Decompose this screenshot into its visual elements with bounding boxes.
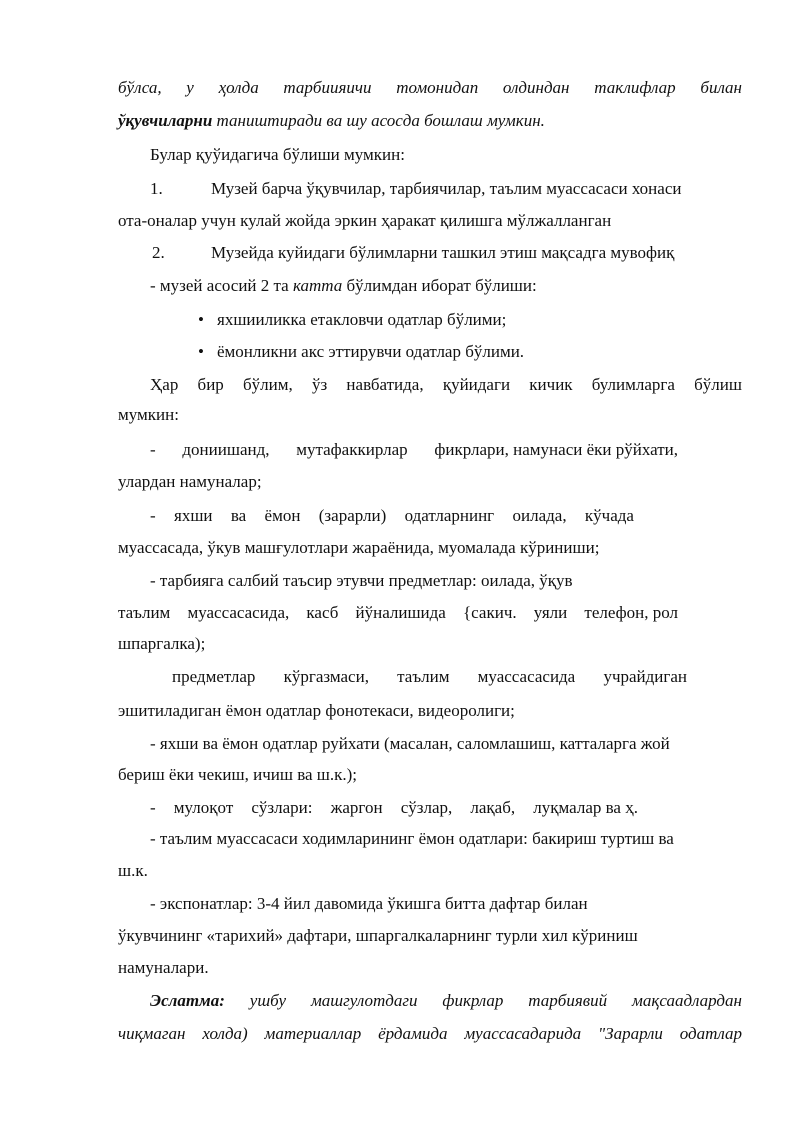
list-h-line-1: - экспонатлар: 3-4 йил давомида ўкишга битта дафтар билан (150, 894, 588, 913)
word: - (150, 506, 156, 525)
word: таклифлар (594, 78, 676, 97)
word: - (150, 798, 156, 817)
word: томонидап (396, 78, 479, 97)
word: кичик (529, 375, 573, 394)
word: таълим (118, 603, 171, 622)
word: олдиндан (502, 78, 570, 97)
sub-intro-line-2: мумкин: (118, 405, 179, 424)
word: мақсаадлардан (632, 991, 742, 1010)
list-a-line-2: улардан намуналар; (118, 472, 262, 491)
bullet-item-1: яхшииликка етакловчи одатлар бўлими; (217, 310, 507, 329)
word: луқмалар ва ҳ. (533, 798, 638, 817)
word: муассасасида (477, 667, 576, 686)
list-c-line-3: шпаргалка); (118, 634, 206, 653)
word: тарбиявий (528, 991, 608, 1010)
intro-line-1 (118, 78, 742, 98)
list-c-line-2 (118, 603, 678, 623)
word: навбатида, (346, 375, 424, 394)
note-line-2 (118, 1024, 742, 1044)
list-d-line-1 (172, 667, 687, 687)
word: ёрдамида (378, 1024, 448, 1043)
word: қуйидаги (442, 375, 511, 394)
item2-number: 2. (152, 243, 165, 262)
word: машгулотдаги (310, 991, 418, 1010)
bullet-mark: • (198, 310, 204, 329)
list-e-line-1: - яхши ва ёмон одатлар руйхати (масалан, саломлашиш, катталарга жой (150, 734, 670, 753)
word: жаргон (330, 798, 383, 817)
list-e-line-2: бериш ёки чекиш, ичиш ва ш.к.); (118, 765, 358, 784)
list-h-line-2: ўкувчининг «тарихий» дафтари, шпаргалкаларнинг турли хил кўриниш (118, 926, 638, 945)
museum-line-text: - музей асосий 2 та (150, 276, 293, 295)
word: одатларнинг (404, 506, 495, 525)
word: булимларга (591, 375, 675, 394)
word: ёмон (264, 506, 301, 525)
word: бўлим, (243, 375, 293, 394)
museum-line-italic: катта (292, 276, 343, 295)
list-g-line-1: - таълим муассасаси ходимларининг ёмон одатлари: бакириш туртиш ва (150, 829, 674, 848)
word: лақаб, (470, 798, 516, 817)
word: ўз (311, 375, 328, 394)
word: предметлар (172, 667, 256, 686)
word: сўзлар, (400, 798, 453, 817)
bullet-item-2: ёмонликни акс эттирувчи одатлар бўлими. (217, 342, 525, 361)
intro-text: таништиради ва шу асосда бошлаш мумкин. (212, 111, 545, 130)
list-c-line-1: - тарбияга салбий таъсир этувчи предметлар: оилада, ўқув (150, 571, 573, 590)
word: бир (197, 375, 224, 394)
word: билан (700, 78, 742, 97)
word: телефон, рол (584, 603, 678, 622)
word: яхши (174, 506, 213, 525)
word: (зарарли) (318, 506, 387, 525)
word: касб (306, 603, 339, 622)
word: "Зарарли (598, 1024, 663, 1043)
item1-line2: ота-оналар учун кулай жойда эркин ҳаракат қилишга мўлжалланган (118, 211, 612, 230)
list-b-line-1 (150, 506, 634, 526)
word: фикрлари, намунаси ёки рўйхати, (434, 440, 678, 459)
word: оилада, (512, 506, 567, 525)
word: мутафаккирлар (296, 440, 408, 459)
word: холда) (202, 1024, 248, 1043)
word: дониишанд, (182, 440, 270, 459)
bold-term: ўқувчиларни (118, 111, 213, 130)
word: мулоқот (173, 798, 234, 817)
list-h-line-3: намуналари. (118, 958, 209, 977)
word: учрайдиган (603, 667, 687, 686)
word: бўлиш (694, 375, 742, 394)
item1-line1: Музей барча ўқувчилар, тарбиячилар, таълим муассасаси хонаси (211, 179, 682, 198)
word: материаллар (264, 1024, 362, 1043)
item2-line1: Музейда куйидаги бўлимларни ташкил этиш мақсадга мувофиқ (211, 243, 675, 262)
sections-intro: Булар қуўидагича бўлиши мумкин: (150, 145, 405, 164)
list-d-line-2: эшитиладиган ёмон одатлар фонотекаси, видеоролиги; (118, 701, 515, 720)
list-f-line-1 (150, 798, 638, 818)
list-g-line-2: ш.к. (118, 861, 148, 880)
word: муассасадарида (464, 1024, 582, 1043)
list-a-line-1 (150, 440, 678, 460)
word: - (150, 440, 156, 459)
item1-number: 1. (150, 179, 163, 198)
word: бўлса, (118, 78, 162, 97)
note-line-1 (150, 991, 742, 1011)
word: сўзлари: (251, 798, 313, 817)
word: {сакич. (463, 603, 517, 622)
word: муассасасида, (187, 603, 290, 622)
word: уяли (533, 603, 568, 622)
list-b-line-2: муассасада, ўкув машғулотлари жараёнида, муомалада кўриниши; (118, 538, 600, 557)
word: одатлар (679, 1024, 742, 1043)
word: йўналишида (355, 603, 446, 622)
word: Ҳар (150, 375, 179, 394)
word: кўргазмаси, (283, 667, 369, 686)
museum-line (150, 276, 537, 296)
museum-line-text: бўлимдан иборат бўлиши: (342, 276, 537, 295)
word: фикрлар (442, 991, 504, 1010)
sub-intro-line-1 (150, 375, 742, 395)
word: у (186, 78, 194, 97)
word: ҳолда (218, 78, 259, 97)
word: таълим (397, 667, 450, 686)
word: ва (230, 506, 247, 525)
bullet-mark: • (198, 342, 204, 361)
note-label: Эслатма: (150, 991, 225, 1010)
word: тарбиияичи (283, 78, 372, 97)
word: чиқмаган (118, 1024, 186, 1043)
intro-line-2 (118, 111, 545, 131)
word: ушбу (249, 991, 287, 1010)
word: кўчада (584, 506, 634, 525)
